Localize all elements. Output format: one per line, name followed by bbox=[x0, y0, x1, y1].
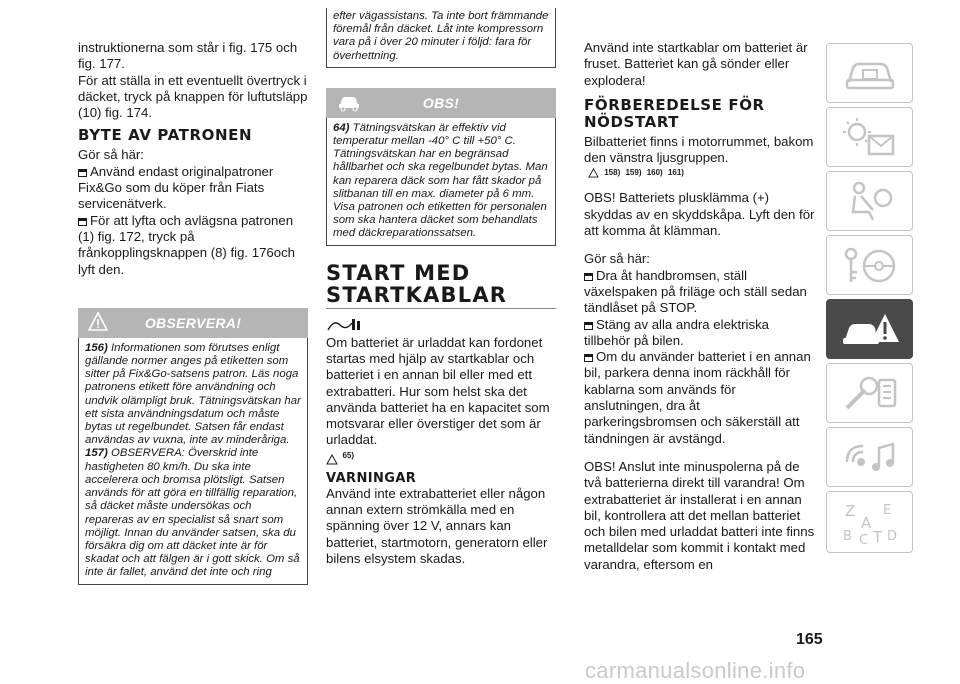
tab-service-maintenance[interactable] bbox=[826, 363, 913, 423]
tab-vehicle-info[interactable] bbox=[826, 43, 913, 103]
tab-index[interactable] bbox=[826, 491, 913, 553]
tab-starting-driving[interactable] bbox=[826, 235, 913, 295]
tab-in-an-emergency[interactable] bbox=[826, 299, 913, 359]
paragraph: Om batteriet är urladdat kan fordonet startas med hjälp av startkablar och batteriet i en annan bil eller med ett extrabatteri. Hur som helst ska det använda batteriet ha en kapacitet som motsvarar eller överstiger det som är urladdat. bbox=[326, 334, 550, 448]
index-letter: B bbox=[843, 529, 852, 544]
media-icon bbox=[839, 436, 901, 480]
index-letter: D bbox=[887, 529, 898, 544]
index-letters-icon bbox=[839, 500, 901, 546]
seat-airbag-icon bbox=[839, 180, 901, 224]
heading-rule bbox=[326, 308, 556, 309]
chapter-heading: START MED STARTKABLAR bbox=[326, 260, 508, 307]
intro-text: Gör så här: bbox=[584, 251, 650, 267]
reference-number: 65) bbox=[342, 450, 355, 460]
obs-title: OBS! bbox=[422, 94, 460, 111]
section-heading: FÖRBEREDELSE FÖR NÖDSTART bbox=[584, 95, 765, 131]
paragraph: För att ställa in ett eventuellt övertryck i däcket, tryck på knappen för luftutsläpp (10) fig. 174. bbox=[78, 72, 308, 121]
section-heading: BYTE AV PATRONEN bbox=[78, 126, 253, 145]
note-text: Tätningsvätskan är effektiv vid temperatur mellan -40° C till +50° C. Tätningsvätskan har en begränsad hållbarhet och ska regelbundet bytas. Man kan reparera däck som har fått skador på slitbanan till en max. diameter på 6 mm. Visa patronen och etiketten för personalen som ska hantera däcket som behandlats med däckreparationssatsen. bbox=[333, 121, 548, 240]
car-info-icon bbox=[839, 52, 901, 96]
tab-safety[interactable] bbox=[826, 171, 913, 231]
paragraph: instruktionerna som står i fig. 175 och fig. 177. bbox=[78, 40, 298, 72]
note-number: 157) bbox=[85, 447, 108, 460]
paragraph: OBS! Anslut inte minuspolerna på de två batterierna direkt till varandra! Om extrabatteriet är installerat i en annan bil, kontrollera att det mellan batteriet och bilen med urladdat batteri inte finns metalldelar som kommit i kontakt med varandra, eftersom en bbox=[584, 458, 815, 572]
column-2 bbox=[326, 10, 556, 567]
note-continuation-box bbox=[326, 8, 556, 68]
index-letter: E bbox=[883, 503, 892, 518]
jumper-cable-icon bbox=[326, 317, 362, 333]
bullet-icon bbox=[584, 354, 593, 362]
key-steering-icon bbox=[839, 244, 901, 288]
bullet-item: Stäng av alla andra elektriska tillbehör på bilen. bbox=[584, 316, 770, 348]
column-3 bbox=[584, 40, 816, 573]
paragraph: OBS! Batteriets plusklämma (+) skyddas av en skyddskåpa. Lyft den för att komma åt klämman. bbox=[584, 190, 815, 239]
note-box bbox=[78, 338, 308, 585]
tab-warning-lights[interactable] bbox=[826, 107, 913, 167]
index-letter: T bbox=[873, 528, 883, 546]
column-1 bbox=[78, 40, 308, 585]
chapter-sidebar bbox=[826, 43, 913, 615]
note-number: 156) bbox=[85, 341, 108, 354]
index-letter: A bbox=[861, 514, 872, 532]
bullet-item: Dra åt handbromsen, ställ växelspaken på friläge och ställ sedan tändlåset på STOP. bbox=[584, 267, 807, 316]
emergency-car-icon bbox=[839, 308, 901, 352]
warnings-heading: VARNINGAR bbox=[326, 470, 417, 486]
obs-note-box bbox=[326, 118, 556, 246]
warning-small-icon bbox=[588, 168, 599, 178]
note-text: OBSERVERA: Överskrid inte hastigheten 80 km/h. Du ska inte accelerera och bromsa plötsligt. Satsen används för att göra en tillfällig reparation, så däcket måste undersökas och repareras av en specialist så snart som möjligt. Innan du använder satsen, ska du försäkra dig om att däcket inte är för skadat och att fälgen är i gott skick. Om så inte är fallet, använd det inte och ring bbox=[85, 447, 300, 579]
page-number: 165 bbox=[796, 631, 823, 648]
note-header bbox=[78, 308, 308, 338]
paragraph: Bilbatteriet finns i motorrummet, bakom den vänstra ljusgruppen. bbox=[584, 133, 814, 166]
watermark: carmanualsonline.info bbox=[585, 658, 806, 683]
index-letter: Z bbox=[845, 502, 856, 520]
paragraph: Använd inte extrabatteriet eller någon annan extern strömkälla med en spänning över 12 V, annars kan batteriet, startmotorn, generatorn eller bilens elsystem skadas. bbox=[326, 485, 548, 566]
tab-multimedia[interactable] bbox=[826, 427, 913, 487]
obs-header bbox=[326, 88, 556, 118]
note-title: OBSERVERA! bbox=[144, 314, 242, 331]
intro-text: Gör så här: bbox=[78, 147, 144, 163]
bullet-icon bbox=[78, 218, 87, 226]
warning-lights-icon bbox=[839, 116, 901, 160]
note-text: efter vägassistans. Ta inte bort främmande föremål från däcket. Låt inte kompressorn vara på i över 20 minuter i följd: fara för överhettning. bbox=[333, 10, 549, 62]
index-letter: C bbox=[859, 533, 869, 546]
bullet-icon bbox=[78, 169, 87, 177]
warning-small-icon bbox=[326, 454, 338, 465]
service-wrench-icon bbox=[839, 372, 901, 416]
bullet-icon bbox=[584, 322, 593, 330]
paragraph: Använd inte startkablar om batteriet är fruset. Batteriet kan gå sönder eller explodera! bbox=[584, 40, 808, 88]
bullet-item: Om du använder batteriet i en annan bil, parkera denna inom räckhåll för kablarna som används för anslutningen, dra åt parkeringsbromsen och säkerställ att tändningen är avstängd. bbox=[584, 349, 811, 446]
note-number: 64) bbox=[333, 121, 350, 134]
bullet-item: För att lyfta och avlägsna patronen (1) fig. 172, tryck på frånkopplingsknappen (8) fig. 176och lyft den. bbox=[78, 212, 296, 277]
bullet-icon bbox=[584, 273, 593, 281]
reference-numbers: 158) 159) 160) 161) bbox=[602, 168, 816, 178]
bullet-item: Använd endast originalpatroner Fix&Go som du köper från Fiats servicenätverk. bbox=[78, 163, 274, 212]
note-text: Informationen som förutses enligt gällande normer anges på etiketten som sitter på Fix&Go-satsens patron. Läs noga patronens etikett före användning och undvik olämpligt bruk. Tätningsvätskan har ett sista användningsdatum och måste bytas ut regelbundet. Satsen får endast användas av vuxna, inte av minderåriga. bbox=[85, 341, 301, 447]
